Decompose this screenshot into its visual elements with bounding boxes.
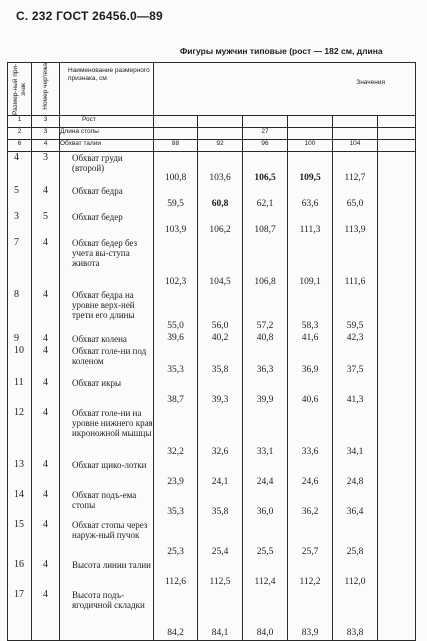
table-row xyxy=(8,185,416,211)
sign-number: 2 xyxy=(8,128,32,140)
sign-number: 16 xyxy=(8,559,32,589)
value-cell-empty xyxy=(378,489,416,519)
value-cell: 34,1 xyxy=(333,407,378,459)
sign-number: 10 xyxy=(8,345,32,377)
value-cell: 40,8 xyxy=(243,333,288,345)
value-cell: 42,3 xyxy=(333,333,378,345)
value-cell xyxy=(198,128,243,140)
drawing-number: 4 xyxy=(32,559,60,589)
sign-name: Обхват щико-лотки xyxy=(60,459,154,489)
value-cell: 65,0 xyxy=(333,185,378,211)
table-row xyxy=(8,289,416,333)
value-cell: 103,6 xyxy=(198,152,243,185)
value-cell: 112,0 xyxy=(333,559,378,589)
value-cell: 39,3 xyxy=(198,377,243,407)
drawing-number: 5 xyxy=(32,211,60,237)
value-cell-empty xyxy=(378,377,416,407)
table-title: Фигуры мужчин типовые (рост — 182 см, длина xyxy=(180,46,383,56)
sign-number: 7 xyxy=(8,237,32,289)
value-cell: 102,3 xyxy=(154,237,198,289)
value-cell: 62,1 xyxy=(243,185,288,211)
value-cell: 36,9 xyxy=(288,345,333,377)
table-row xyxy=(8,407,416,459)
value-cell: 24,6 xyxy=(288,459,333,489)
sign-name: Обхват талии xyxy=(60,140,154,152)
sign-number: 13 xyxy=(8,459,32,489)
table-row xyxy=(8,489,416,519)
sign-number: 4 xyxy=(8,152,32,185)
drawing-number: 4 xyxy=(32,519,60,559)
value-cell: 88 xyxy=(154,140,198,152)
value-cell: 60,8 xyxy=(198,185,243,211)
table-row xyxy=(8,152,416,185)
value-cell: 23,9 xyxy=(154,459,198,489)
drawing-number: 4 xyxy=(32,140,60,152)
sign-number: 17 xyxy=(8,589,32,641)
value-cell: 100,8 xyxy=(154,152,198,185)
sign-number: 1 xyxy=(8,116,32,128)
value-cell: 32,6 xyxy=(198,407,243,459)
sign-name: Высота подъ-ягодичной складки xyxy=(60,589,154,641)
table-row xyxy=(8,237,416,289)
table-row xyxy=(8,589,416,641)
value-cell-empty xyxy=(378,407,416,459)
value-cell: 35,3 xyxy=(154,489,198,519)
sign-number: 11 xyxy=(8,377,32,407)
value-cell: 35,8 xyxy=(198,489,243,519)
value-cell: 36,2 xyxy=(288,489,333,519)
sign-number: 3 xyxy=(8,211,32,237)
sign-name: Обхват колена xyxy=(60,333,154,345)
value-cell: 33,1 xyxy=(243,407,288,459)
value-cell: 106,5 xyxy=(243,152,288,185)
value-cell: 24,1 xyxy=(198,459,243,489)
value-cell xyxy=(378,116,416,128)
sign-number: 12 xyxy=(8,407,32,459)
sign-name: Обхват бедер без учета вы-ступа живота xyxy=(60,237,154,289)
sign-number: 15 xyxy=(8,519,32,559)
value-cell: 59,5 xyxy=(333,289,378,333)
value-cell: 103,9 xyxy=(154,211,198,237)
value-cell-empty xyxy=(378,289,416,333)
drawing-number: 4 xyxy=(32,489,60,519)
value-cell-empty xyxy=(378,589,416,641)
value-cell: 36,3 xyxy=(243,345,288,377)
drawing-number: 4 xyxy=(32,333,60,345)
drawing-number: 4 xyxy=(32,407,60,459)
table-row xyxy=(8,345,416,377)
sign-name: Обхват груди (второй) xyxy=(60,152,154,185)
value-cell: 36,4 xyxy=(333,489,378,519)
value-cell xyxy=(154,128,198,140)
value-cell: 41,6 xyxy=(288,333,333,345)
sign-number: 6 xyxy=(8,140,32,152)
value-cell-empty xyxy=(378,333,416,345)
value-cell: 84,1 xyxy=(198,589,243,641)
value-cell: 39,9 xyxy=(243,377,288,407)
sign-number: 5 xyxy=(8,185,32,211)
value-cell-empty xyxy=(378,152,416,185)
value-cell: 84,0 xyxy=(243,589,288,641)
sign-number: 14 xyxy=(8,489,32,519)
value-cell-empty xyxy=(378,237,416,289)
sign-name: Обхват бедра на уровне верх-ней трети его длины xyxy=(60,289,154,333)
drawing-number: 4 xyxy=(32,345,60,377)
table-row xyxy=(8,211,416,237)
drawing-number: 3 xyxy=(32,152,60,185)
sign-name: Обхват бедра xyxy=(60,185,154,211)
value-cell: 92 xyxy=(198,140,243,152)
value-cell-empty xyxy=(378,185,416,211)
value-cell: 58,3 xyxy=(288,289,333,333)
sign-number: 8 xyxy=(8,289,32,333)
value-cell: 25,4 xyxy=(198,519,243,559)
value-cell xyxy=(378,140,416,152)
header-drawing-number: Номер чертежа xyxy=(32,63,60,116)
value-cell xyxy=(243,116,288,128)
value-cell: 109,5 xyxy=(288,152,333,185)
sign-name: Рост xyxy=(60,116,154,128)
value-cell: 108,7 xyxy=(243,211,288,237)
drawing-number: 4 xyxy=(32,237,60,289)
value-cell: 36,0 xyxy=(243,489,288,519)
value-cell: 112,4 xyxy=(243,559,288,589)
table-row xyxy=(8,559,416,589)
page-header: С. 232 ГОСТ 26456.0—89 xyxy=(16,9,163,23)
value-cell: 59,5 xyxy=(154,185,198,211)
value-cell: 25,3 xyxy=(154,519,198,559)
value-cell: 24,8 xyxy=(333,459,378,489)
value-cell: 113,9 xyxy=(333,211,378,237)
value-cell: 25,5 xyxy=(243,519,288,559)
value-cell: 112,7 xyxy=(333,152,378,185)
value-cell xyxy=(154,116,198,128)
header-row xyxy=(8,63,416,116)
value-cell: 24,4 xyxy=(243,459,288,489)
drawing-number: 4 xyxy=(32,589,60,641)
value-cell: 104 xyxy=(333,140,378,152)
value-cell: 106,2 xyxy=(198,211,243,237)
measurements-table xyxy=(7,62,416,641)
sign-name: Обхват подъ-ема стопы xyxy=(60,489,154,519)
drawing-number: 4 xyxy=(32,185,60,211)
value-cell xyxy=(333,116,378,128)
value-cell: 63,6 xyxy=(288,185,333,211)
table-row xyxy=(8,377,416,407)
value-cell: 106,8 xyxy=(243,237,288,289)
value-cell: 38,7 xyxy=(154,377,198,407)
value-cell: 96 xyxy=(243,140,288,152)
value-cell: 37,5 xyxy=(333,345,378,377)
drawing-number: 3 xyxy=(32,128,60,140)
header-sign-number: Размер-ный при-знак xyxy=(8,63,32,116)
header-values: Значения xyxy=(154,63,416,116)
drawing-number: 4 xyxy=(32,289,60,333)
table-row xyxy=(8,519,416,559)
sign-name: Обхват голе-ни на уровне нижнего края икроножной мышцы xyxy=(60,407,154,459)
value-cell: 25,8 xyxy=(333,519,378,559)
drawing-number: 4 xyxy=(32,459,60,489)
value-cell: 32,2 xyxy=(154,407,198,459)
sign-name: Обхват стопы через наруж-ный пучок xyxy=(60,519,154,559)
value-cell: 111,3 xyxy=(288,211,333,237)
table-row xyxy=(8,459,416,489)
value-cell xyxy=(288,116,333,128)
value-cell: 35,8 xyxy=(198,345,243,377)
value-cell-empty xyxy=(378,559,416,589)
sign-name: Обхват икры xyxy=(60,377,154,407)
value-cell: 33,6 xyxy=(288,407,333,459)
value-cell: 40,2 xyxy=(198,333,243,345)
value-cell-empty xyxy=(378,211,416,237)
value-cell-empty xyxy=(378,519,416,559)
value-cell-empty xyxy=(378,345,416,377)
sign-number: 9 xyxy=(8,333,32,345)
table-row xyxy=(8,333,416,345)
value-cell: 27 xyxy=(243,128,288,140)
header-sign-name: Наименование размерного признака, см xyxy=(60,63,154,116)
sign-name: Высота линии талии xyxy=(60,559,154,589)
value-cell: 57,2 xyxy=(243,289,288,333)
sign-name: Обхват голе-ни под коленом xyxy=(60,345,154,377)
value-cell: 100 xyxy=(288,140,333,152)
value-cell: 56,0 xyxy=(198,289,243,333)
value-cell: 83,8 xyxy=(333,589,378,641)
value-cell: 104,5 xyxy=(198,237,243,289)
value-cell xyxy=(333,128,378,140)
value-cell: 55,0 xyxy=(154,289,198,333)
value-cell xyxy=(288,128,333,140)
info-row xyxy=(8,116,416,128)
sign-name: Обхват бедер xyxy=(60,211,154,237)
value-cell: 84,2 xyxy=(154,589,198,641)
value-cell xyxy=(198,116,243,128)
value-cell: 41,3 xyxy=(333,377,378,407)
value-cell: 35,3 xyxy=(154,345,198,377)
info-row xyxy=(8,128,416,140)
drawing-number: 4 xyxy=(32,377,60,407)
value-cell: 112,2 xyxy=(288,559,333,589)
sign-name: Длина стопы xyxy=(60,128,154,140)
value-cell: 112,6 xyxy=(154,559,198,589)
value-cell: 109,1 xyxy=(288,237,333,289)
drawing-number: 3 xyxy=(32,116,60,128)
value-cell: 40,6 xyxy=(288,377,333,407)
info-row xyxy=(8,140,416,152)
value-cell: 25,7 xyxy=(288,519,333,559)
value-cell xyxy=(378,128,416,140)
value-cell: 39,6 xyxy=(154,333,198,345)
value-cell: 83,9 xyxy=(288,589,333,641)
value-cell-empty xyxy=(378,459,416,489)
value-cell: 111,6 xyxy=(333,237,378,289)
value-cell: 112,5 xyxy=(198,559,243,589)
